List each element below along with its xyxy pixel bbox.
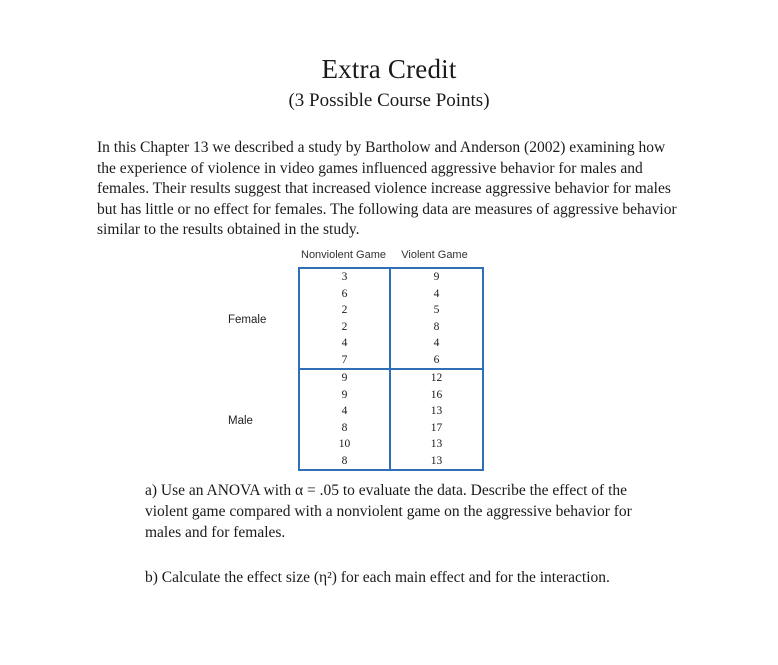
cell-violent: 16 bbox=[430, 388, 443, 401]
cell-nonviolent: 2 bbox=[300, 302, 391, 319]
table-row bbox=[300, 370, 482, 387]
table-row bbox=[300, 403, 482, 420]
table-row bbox=[300, 319, 482, 336]
cell-violent: 8 bbox=[433, 320, 440, 333]
cell-violent: 5 bbox=[433, 304, 440, 317]
data-table bbox=[228, 249, 778, 471]
cell-violent: 9 bbox=[433, 271, 440, 284]
cell-nonviolent: 7 bbox=[300, 352, 391, 369]
cell-violent: 17 bbox=[430, 421, 443, 434]
table-group-female bbox=[300, 269, 482, 368]
intro-paragraph: In this Chapter 13 we described a study by Bartholow and Anderson (2002) examining how the experience of violence in video games influenced aggressive behavior for males and females. Their results suggest that increased violence increase aggressive behavior for males but has little or no effect for females. The following data are measures of aggressive behavior similar to the results obtained in the study. bbox=[97, 139, 677, 239]
row-group-labels bbox=[228, 249, 298, 471]
cell-nonviolent: 10 bbox=[300, 436, 391, 453]
table-box bbox=[298, 267, 484, 471]
cell-nonviolent: 3 bbox=[300, 269, 391, 286]
table-row bbox=[300, 387, 482, 404]
cell-nonviolent: 6 bbox=[300, 286, 391, 303]
cell-nonviolent: 4 bbox=[300, 403, 391, 420]
cell-nonviolent: 8 bbox=[300, 453, 391, 470]
cell-violent: 4 bbox=[433, 287, 440, 300]
page-subtitle: (3 Possible Course Points) bbox=[288, 90, 490, 111]
table-columns bbox=[298, 249, 484, 471]
table-header-row bbox=[298, 249, 484, 267]
column-header-violent: Violent Game bbox=[401, 249, 468, 262]
table-row bbox=[300, 335, 482, 352]
table-row bbox=[300, 420, 482, 437]
cell-violent: 4 bbox=[433, 337, 440, 350]
cell-violent: 13 bbox=[430, 454, 443, 467]
table-row bbox=[300, 453, 482, 470]
group-label-female: Female bbox=[228, 313, 267, 326]
cell-violent: 12 bbox=[430, 372, 443, 385]
page-title: Extra Credit bbox=[321, 54, 457, 84]
column-header-nonviolent: Nonviolent Game bbox=[301, 249, 386, 262]
table-row bbox=[300, 269, 482, 286]
table-row bbox=[300, 352, 482, 369]
cell-nonviolent: 2 bbox=[300, 319, 391, 336]
cell-violent: 13 bbox=[430, 405, 443, 418]
group-label-male: Male bbox=[228, 414, 253, 427]
cell-nonviolent: 4 bbox=[300, 335, 391, 352]
table-row bbox=[300, 286, 482, 303]
question-a: a) Use an ANOVA with α = .05 to evaluate the data. Describe the effect of the violent game compared with a nonviolent game on the aggressive behavior for males and for females. bbox=[145, 482, 632, 541]
table-row bbox=[300, 302, 482, 319]
table-group-male bbox=[300, 368, 482, 469]
table-row bbox=[300, 436, 482, 453]
cell-violent: 6 bbox=[433, 353, 440, 366]
cell-violent: 13 bbox=[430, 438, 443, 451]
cell-nonviolent: 9 bbox=[300, 387, 391, 404]
question-b: b) Calculate the effect size (η²) for each main effect and for the interaction. bbox=[145, 568, 610, 586]
cell-nonviolent: 8 bbox=[300, 420, 391, 437]
cell-nonviolent: 9 bbox=[300, 370, 391, 387]
